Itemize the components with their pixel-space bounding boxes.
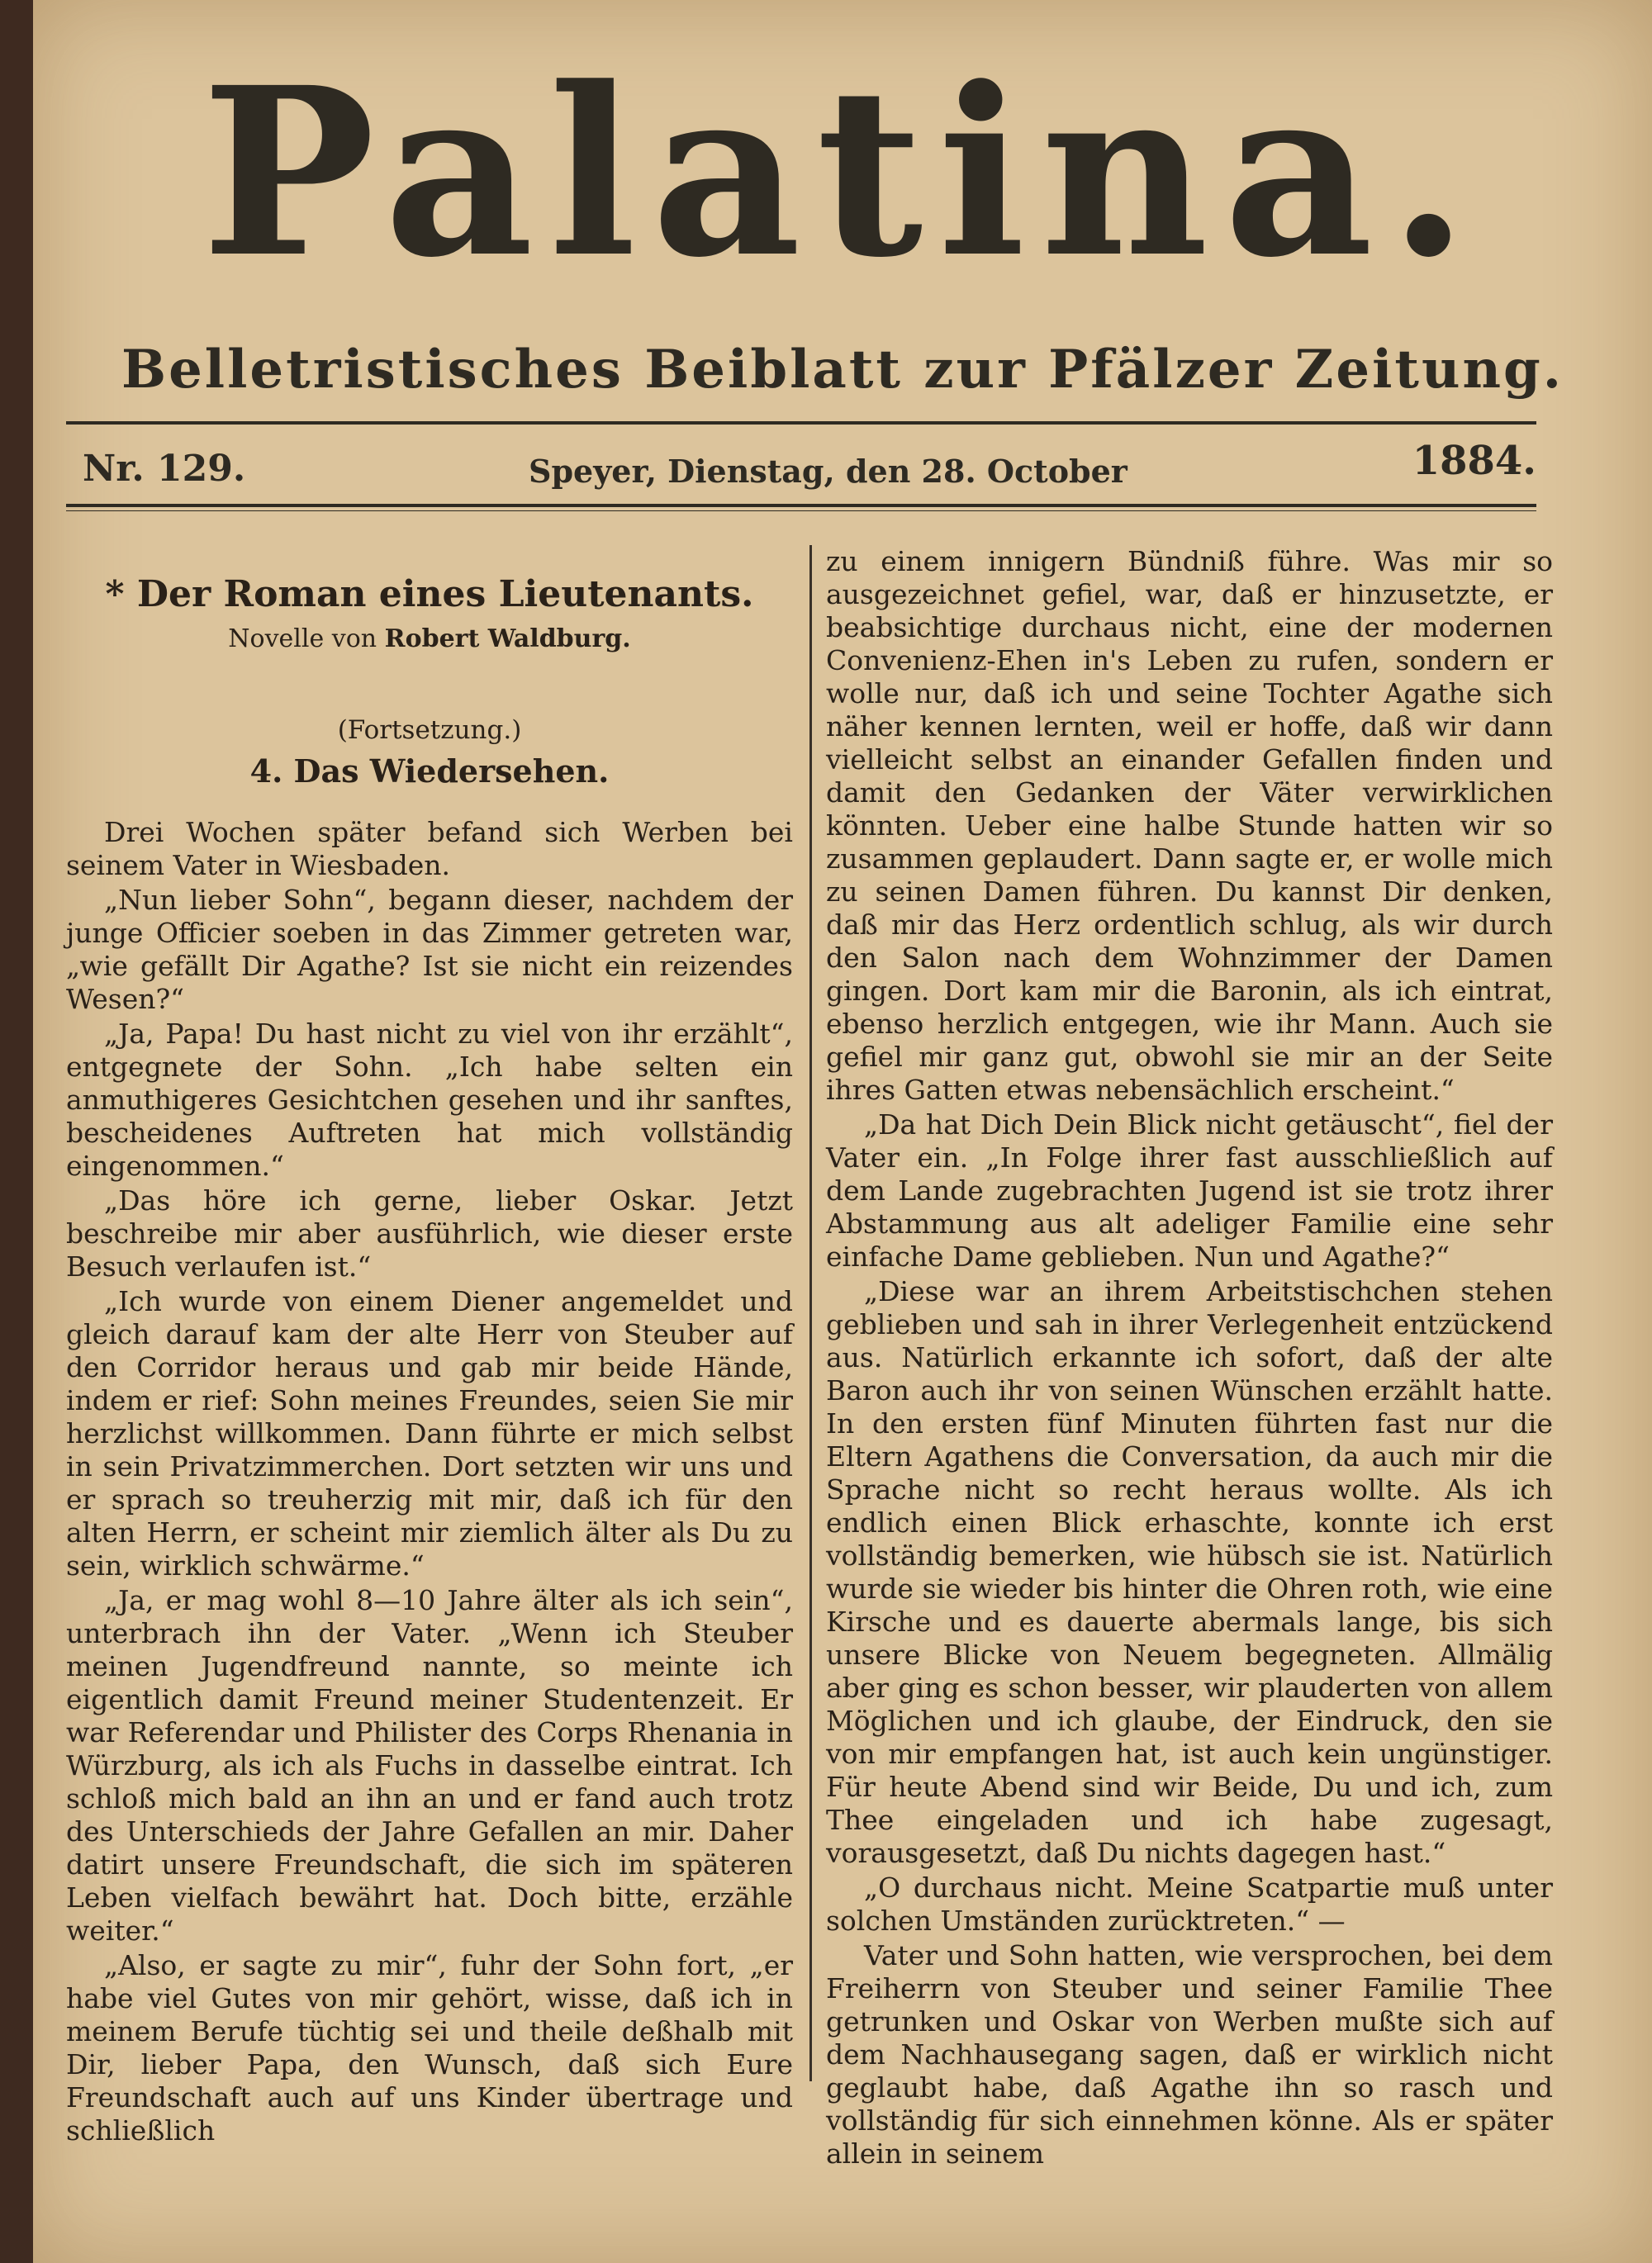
issue-year: 1884. — [1412, 438, 1536, 484]
byline-author: Robert Waldburg. — [384, 624, 631, 653]
paragraph: „Ja, Papa! Du hast nicht zu viel von ihr erzählt“, entgegnete der Sohn. „Ich habe selten ein anmuthigeres Gesichtchen gesehen und ihr sanftes, bescheidenes Auftreten hat mich vollständig eingenommen.“ — [66, 1018, 793, 1182]
paragraph: Drei Wochen später befand sich Werben bei seinem Vater in Wiesbaden. — [66, 816, 793, 881]
paragraph: zu einem innigern Bündniß führe. Was mir so ausgezeichnet gefiel, war, daß er hinzusetzte, er beabsichtige durchaus nicht, eine der modernen Convenienz-Ehen in's Leben zu rufen, sondern er wolle nur, daß ich und seine Tochter Agathe sich näher kennen lernten, weil er hoffe, daß wir dann vielleicht selbst an einander Gefallen finden und damit den Gedanken der Väter verwirklichen könnten. Ueber eine halbe Stunde hatten wir so zusammen geplaudert. Dann sagte er, er wolle mich zu seinen Damen führen. Du kannst Dir denken, daß mir das Herz ordentlich schlug, als wir durch den Salon nach dem Wohnzimmer der Damen gingen. Dort kam mir die Baronin, als ich eintrat, ebenso herzlich entgegen, wie ihr Mann. Auch sie gefiel mir ganz gut, obwohl sie mir an der Seite ihres Gatten etwas nebensächlich erscheint.“ — [826, 545, 1553, 1106]
dateline-bottom-rule — [66, 504, 1536, 507]
story-title: * Der Roman eines Lieutenants. — [105, 573, 754, 615]
masthead-subtitle: Belletristisches Beiblatt zur Pfälzer Zeitung. — [121, 339, 1564, 401]
newspaper-page — [33, 0, 1652, 2263]
paragraph: „O durchaus nicht. Meine Scatpartie muß unter solchen Umständen zurücktreten.“ — — [826, 1872, 1553, 1937]
paragraph: „Ja, er mag wohl 8—10 Jahre älter als ich sein“, unterbrach ihn der Vater. „Wenn ich Steuber meinen Jugendfreund nannte, so meinte ich eigentlich damit Freund meiner Studentenzeit. Er war Referendar und Philister des Corps Rhenania in Würzburg, als ich als Fuchs in dasselbe eintrat. Ich schloß mich bald an ihn an und er fand auch trotz des Unterschieds der Jahre Gefallen an mir. Daher datirt unsere Freundschaft, die sich im späteren Leben vielfach bewährt hat. Doch bitte, erzähle weiter.“ — [66, 1584, 793, 1947]
chapter-heading: 4. Das Wiedersehen. — [249, 752, 610, 790]
left-column — [66, 545, 793, 2149]
book-binding-edge — [0, 0, 33, 2263]
column-divider — [809, 545, 812, 2081]
story-byline — [66, 623, 793, 656]
dateline-bottom-rule-thin — [66, 510, 1536, 511]
paragraph: „Diese war an ihrem Arbeitstischchen stehen geblieben und sah in ihrer Verlegenheit entzückend aus. Natürlich erkannte ich sofort, daß der alte Baron auch ihr von seinen Wünschen erzählt hatte. In den ersten fünf Minuten führten fast nur die Eltern Agathens die Conversation, da auch mir die Sprache nicht so recht heraus wollte. Als ich endlich einen Blick erhaschte, konnte ich erst vollständig bemerken, wie hübsch sie ist. Natürlich wurde sie wieder bis hinter die Ohren roth, wie eine Kirsche und es dauerte abermals lange, bis sich unsere Blicke von Neuem begegneten. Allmälig aber ging es schon besser, wir plauderten von allem Möglichen und ich glaube, der Eindruck, den sie von mir empfangen hat, ist auch kein ungünstiger. Für heute Abend sind wir Beide, Du und ich, zum Thee eingeladen und ich habe zugesagt, vorausgesetzt, daß Du nichts dagegen hast.“ — [826, 1275, 1553, 1869]
place-date: Speyer, Dienstag, den 28. October — [529, 453, 1127, 490]
masthead-top-rule — [66, 421, 1536, 425]
paragraph: „Nun lieber Sohn“, begann dieser, nachdem der junge Officier soeben in das Zimmer getreten war, „wie gefällt Dir Agathe? Ist sie nicht ein reizendes Wesen?“ — [66, 884, 793, 1015]
dateline — [66, 438, 1553, 496]
paragraph: „Da hat Dich Dein Blick nicht getäuscht“, fiel der Vater ein. „In Folge ihrer fast ausschließlich auf dem Lande zugebrachten Jugend ist sie trotz ihrer Abstammung aus alt adeliger Familie eine sehr einfache Dame geblieben. Nun und Agathe?“ — [826, 1108, 1553, 1273]
masthead-title: Palatina. — [201, 37, 1484, 309]
paragraph: „Das höre ich gerne, lieber Oskar. Jetzt beschreibe mir aber ausführlich, wie dieser erste Besuch verlaufen ist.“ — [66, 1184, 793, 1283]
paragraph: Vater und Sohn hatten, wie versprochen, bei dem Freiherrn von Steuber und seiner Familie Thee getrunken und Oskar von Werben mußte sich auf dem Nachhausegang sagen, daß er wirklich nicht geglaubt habe, daß Agathe ihn so rasch und vollständig für sich einnehmen könne. Als er später allein in seinem — [826, 1939, 1553, 2170]
paragraph: „Also, er sagte zu mir“, fuhr der Sohn fort, „er habe viel Gutes von mir gehört, wisse, daß ich in meinem Berufe tüchtig sei und theile deßhalb mit Dir, lieber Papa, den Wunsch, daß sich Eure Freundschaft auch auf uns Kinder übertrage und schließlich — [66, 1949, 793, 2147]
issue-number: Nr. 129. — [83, 448, 246, 490]
continuation-note: (Fortsetzung.) — [337, 715, 522, 745]
right-column — [826, 545, 1553, 2172]
paragraph: „Ich wurde von einem Diener angemeldet und gleich darauf kam der alte Herr von Steuber auf den Corridor heraus und gab mir beide Hände, indem er rief: Sohn meines Freundes, seien Sie mir herzlichst willkommen. Dann führte er mich selbst in sein Privatzimmerchen. Dort setzten wir uns und er sprach so treuherzig mit mir, daß ich für den alten Herrn, er scheint mir ziemlich älter als Du zu sein, wirklich schwärme.“ — [66, 1285, 793, 1582]
byline-prefix: Novelle von — [228, 624, 377, 653]
